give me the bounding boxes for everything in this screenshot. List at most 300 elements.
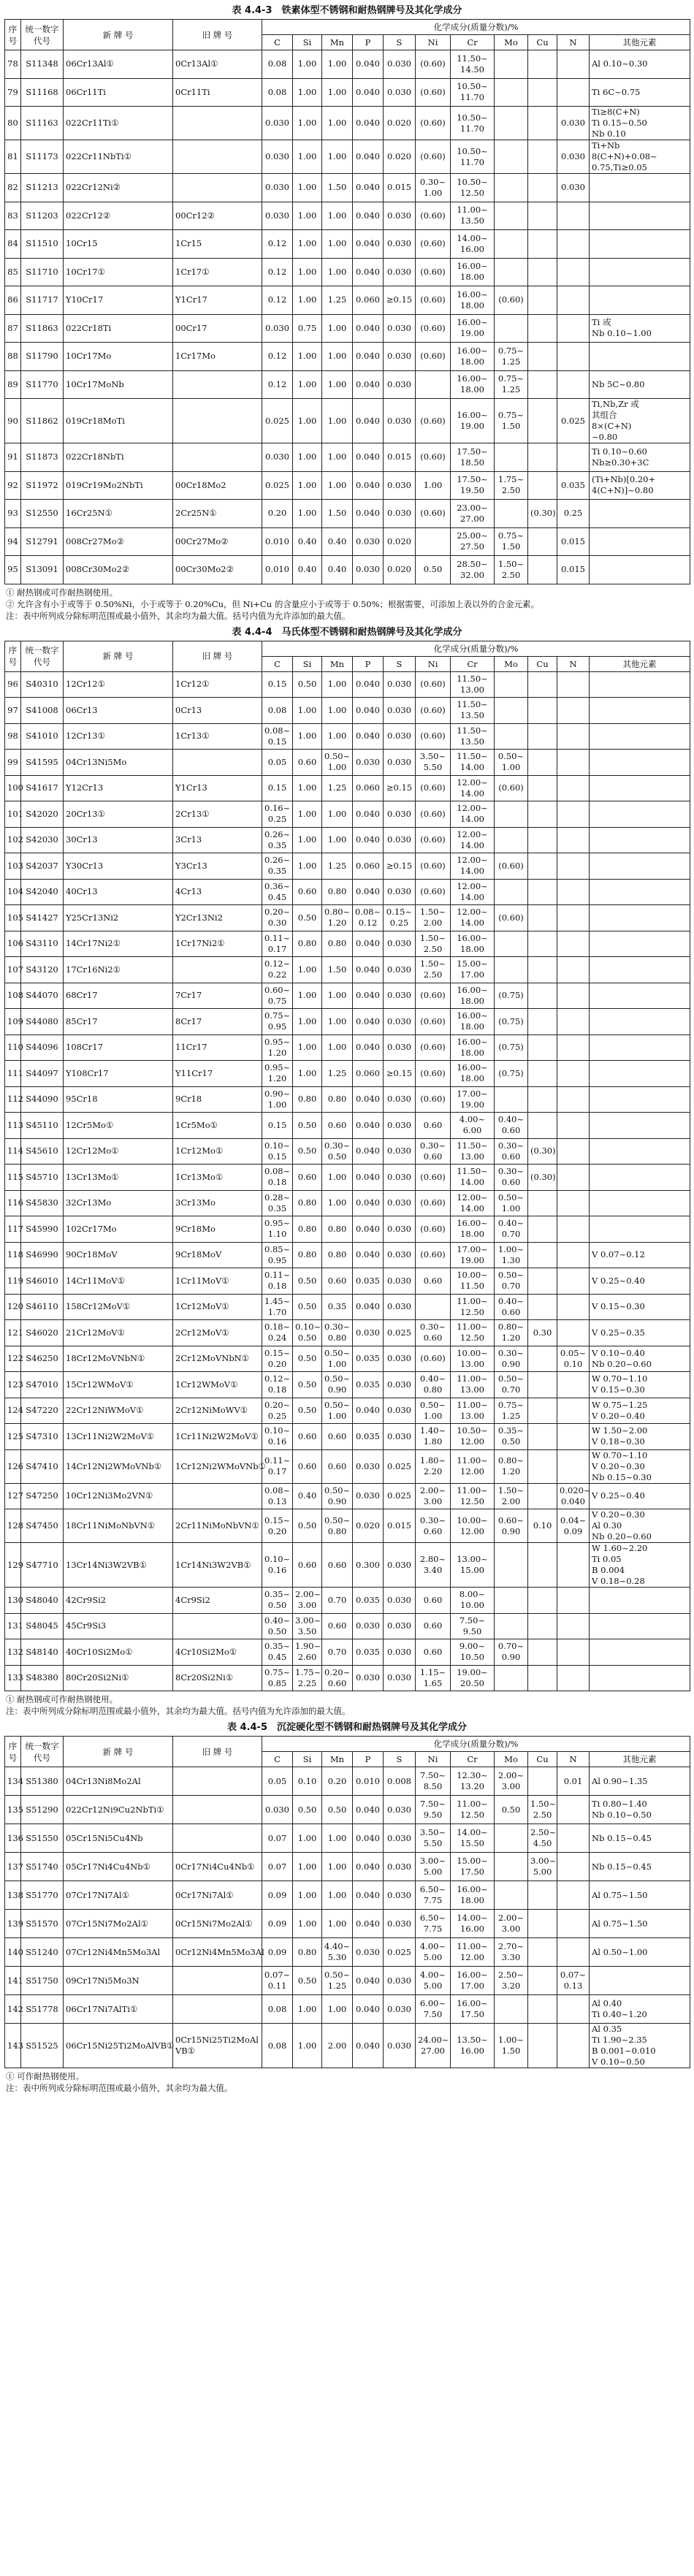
table-cell: W 1.50~2.00 V 0.18~0.30 xyxy=(590,1424,690,1450)
table-cell: 16.00~ 18.00 xyxy=(451,286,495,315)
table-cell: 0.040 xyxy=(353,1995,384,2024)
table-cell: V 0.25~0.35 xyxy=(590,1320,690,1346)
table-cell: 0.60 xyxy=(293,1449,322,1483)
table-cell: 0.25 xyxy=(557,500,590,528)
table-cell: 11.50~ 13.00 xyxy=(451,1138,495,1165)
table-cell: S42030 xyxy=(21,827,64,853)
table-cell: (0.60) xyxy=(416,1242,451,1268)
table-cell xyxy=(528,314,557,343)
table-cell: S47220 xyxy=(21,1398,64,1424)
table-cell xyxy=(528,1449,557,1483)
header-old-grade: 旧 牌 号 xyxy=(173,641,262,671)
table-cell: 6.50~ 7.75 xyxy=(416,1910,451,1938)
table-cell: 022Cr12② xyxy=(64,202,173,230)
table-cell: 0.015 xyxy=(384,174,416,202)
table-cell: 0.80 xyxy=(293,1086,322,1113)
table-cell: 1.90~ 2.60 xyxy=(293,1639,322,1666)
table-cell xyxy=(528,671,557,698)
table-cell: 12.00~ 14.00 xyxy=(451,801,495,828)
table-cell: 110 xyxy=(5,1034,21,1061)
table-cell: Ti+Nb 8(C+N)+0.08~ 0.75,Ti≥0.05 xyxy=(590,140,690,174)
table-cell xyxy=(557,1639,590,1666)
table-cell: 0.040 xyxy=(353,370,384,399)
table-cell xyxy=(590,827,690,853)
table-cell: 127 xyxy=(5,1483,21,1509)
table-cell: 0.80 xyxy=(322,879,353,905)
table-cell: 128 xyxy=(5,1509,21,1543)
table-cell: 6.50~ 7.75 xyxy=(416,1881,451,1910)
table-cell: 9Cr18MoV xyxy=(173,1242,262,1268)
table-cell: 10.00~ 13.00 xyxy=(451,1346,495,1372)
table-cell: 0.60 xyxy=(322,1543,353,1588)
table-cell: 0.50~ 1.00 xyxy=(416,1398,451,1424)
table-cell xyxy=(557,1372,590,1398)
table-row xyxy=(5,1242,690,1268)
table-cell: 1.00 xyxy=(293,140,322,174)
table-cell: 1.00 xyxy=(322,1853,353,1881)
table-cell xyxy=(590,1086,690,1113)
table-cell xyxy=(590,258,690,286)
table-cell xyxy=(528,827,557,853)
table-cell: 06Cr13Al① xyxy=(64,50,173,79)
table-cell: S48140 xyxy=(21,1639,64,1666)
table-cell: S51550 xyxy=(21,1824,64,1853)
table-cell: 0.50 xyxy=(293,905,322,931)
table-cell xyxy=(557,1665,590,1691)
table-cell: 1.50~ 2.00 xyxy=(416,905,451,931)
table-cell: Ti 0.10~0.60 Nb≥0.30+3C xyxy=(590,443,690,472)
table-cell: 1.00~ 1.30 xyxy=(495,1242,528,1268)
table-cell xyxy=(528,1424,557,1450)
table-cell xyxy=(495,1853,528,1881)
table-cell: 0.60 xyxy=(293,879,322,905)
table-cell: S41617 xyxy=(21,775,64,801)
table-cell: 0.025 xyxy=(384,1938,416,1967)
table-cell: 30Cr13 xyxy=(64,827,173,853)
table-cell: S42020 xyxy=(21,801,64,828)
table-cell xyxy=(528,1938,557,1967)
header-element: Cu xyxy=(528,1752,557,1767)
table-cell: 143 xyxy=(5,2024,21,2068)
table-cell: 0Cr13 xyxy=(173,698,262,724)
table-cell xyxy=(495,107,528,140)
table-cell: 0.10~ 0.16 xyxy=(262,1543,293,1588)
table-cell: 118 xyxy=(5,1242,21,1268)
table-cell: S51290 xyxy=(21,1796,64,1824)
table-cell: S11862 xyxy=(21,399,64,443)
table-cell: 0.50~ 1.00 xyxy=(322,750,353,776)
table-cell xyxy=(557,230,590,259)
header-element: C xyxy=(262,656,293,671)
table-cell: 1Cr17Ni2① xyxy=(173,931,262,957)
table-cell: (0.60) xyxy=(416,50,451,79)
table-cell: 12.00~ 14.00 xyxy=(451,1190,495,1216)
table-row xyxy=(5,775,690,801)
table-cell: 1.00 xyxy=(293,50,322,79)
table-cell xyxy=(590,1613,690,1639)
table-cell: S48045 xyxy=(21,1613,64,1639)
table-cell xyxy=(528,1190,557,1216)
table-cell: 1.00 xyxy=(293,1034,322,1061)
table-cell: 0.035 xyxy=(353,1588,384,1614)
table-cell: (0.30) xyxy=(528,1165,557,1191)
table-cell: 12.00~ 14.00 xyxy=(451,905,495,931)
table-cell: 0.015 xyxy=(384,443,416,472)
table-cell: 1Cr11MoV① xyxy=(173,1268,262,1295)
table-row xyxy=(5,1268,690,1295)
table-cell xyxy=(173,140,262,174)
table-cell xyxy=(590,983,690,1009)
table-cell: Al 0.40 Ti 0.40~1.20 xyxy=(590,1995,690,2024)
table-row xyxy=(5,671,690,698)
table-cell: (0.60) xyxy=(416,314,451,343)
table-cell: 0.040 xyxy=(353,107,384,140)
table-cell: 92 xyxy=(5,471,21,500)
table-cell: 158Cr12MoV① xyxy=(64,1294,173,1320)
table-cell: W 1.60~2.20 Ti 0.05 B 0.004 V 0.18~0.28 xyxy=(590,1543,690,1588)
table-cell: V 0.10~0.40 Nb 0.20~0.60 xyxy=(590,1346,690,1372)
table-cell: V 0.07~0.12 xyxy=(590,1242,690,1268)
table-cell xyxy=(528,1967,557,1995)
table-cell: 0.030 xyxy=(384,78,416,107)
table-cell xyxy=(557,1824,590,1853)
table-cell: 7.50~ 9.50 xyxy=(451,1613,495,1639)
table-cell: 0.80 xyxy=(322,1216,353,1243)
table-cell xyxy=(557,1995,590,2024)
table-cell: 0.50 xyxy=(495,1796,528,1824)
table-cell: 0.030 xyxy=(353,527,384,556)
table-cell: 0.025 xyxy=(384,1483,416,1509)
table-cell: 89 xyxy=(5,370,21,399)
table-cell xyxy=(557,879,590,905)
table-cell: 0.70 xyxy=(322,1639,353,1666)
table-cell: 1.00 xyxy=(293,202,322,230)
table-cell xyxy=(528,471,557,500)
table-cell: 022Cr11NbTi① xyxy=(64,140,173,174)
table-cell: 95 xyxy=(5,556,21,584)
table-cell xyxy=(557,1009,590,1035)
table-cell xyxy=(557,2024,590,2068)
table-cell: 0.030 xyxy=(384,1796,416,1824)
table-row xyxy=(5,527,690,556)
table-cell: 1Cr13① xyxy=(173,723,262,750)
table-cell: 1Cr14Ni3W2VB① xyxy=(173,1543,262,1588)
table-row xyxy=(5,827,690,853)
table-cell: 8.00~ 10.00 xyxy=(451,1588,495,1614)
table-cell: 119 xyxy=(5,1268,21,1295)
table-cell: (0.60) xyxy=(416,671,451,698)
table-cell: 11.50~ 13.50 xyxy=(451,723,495,750)
table-cell: 7.50~ 8.50 xyxy=(416,1767,451,1796)
table-row xyxy=(5,1190,690,1216)
table-cell: 0.60 xyxy=(293,750,322,776)
table-cell: 136 xyxy=(5,1824,21,1853)
table-cell: 1.00 xyxy=(293,343,322,371)
table-cell xyxy=(173,750,262,776)
table-cell: 0.030 xyxy=(384,343,416,371)
table-cell: 0.035 xyxy=(353,1372,384,1398)
table-cell: 1.00 xyxy=(322,1881,353,1910)
table-cell: 18Cr11NiMoNbVN① xyxy=(64,1509,173,1543)
table-cell: 0.040 xyxy=(353,258,384,286)
table-cell: 8Cr17 xyxy=(173,1009,262,1035)
table-cell: 12Cr13① xyxy=(64,723,173,750)
table-cell: (0.60) xyxy=(416,827,451,853)
table-cell: (0.75) xyxy=(495,1034,528,1061)
table-cell: 0.50~ 1.00 xyxy=(495,750,528,776)
table-cell xyxy=(495,140,528,174)
table-row xyxy=(5,1449,690,1483)
table-cell: S43110 xyxy=(21,931,64,957)
table-cell: 0.26~ 0.35 xyxy=(262,827,293,853)
table-cell: 0.040 xyxy=(353,399,384,443)
table-cell: 1.00 xyxy=(322,202,353,230)
note-line: ① 耐热钢或可作耐热钢使用。 xyxy=(6,1694,118,1704)
table-cell xyxy=(557,775,590,801)
table-cell: 80Cr20Si2Ni① xyxy=(64,1665,173,1691)
table-cell: 0.08 xyxy=(262,50,293,79)
table-cell: 0.015 xyxy=(557,556,590,584)
table-cell: 0.30~ 0.60 xyxy=(495,1138,528,1165)
table-cell: 97 xyxy=(5,698,21,724)
table-cell: S11173 xyxy=(21,140,64,174)
table-cell: 11.00~ 12.50 xyxy=(451,1294,495,1320)
composition-table xyxy=(4,1736,690,2068)
table-cell: S44070 xyxy=(21,983,64,1009)
composition-table xyxy=(4,19,690,584)
table-cell xyxy=(557,750,590,776)
table-cell: 3.00~ 5.00 xyxy=(528,1853,557,1881)
table-cell: S44090 xyxy=(21,1086,64,1113)
table-cell xyxy=(528,1613,557,1639)
table-cell: 107 xyxy=(5,957,21,983)
table-cell: 122 xyxy=(5,1346,21,1372)
table-cell: 111 xyxy=(5,1061,21,1087)
table-row xyxy=(5,1509,690,1543)
table-cell: 0.09 xyxy=(262,1881,293,1910)
table-cell: 13.00~ 15.00 xyxy=(451,1543,495,1588)
table-cell: 1.00 xyxy=(293,1995,322,2024)
table-cell: 0.030 xyxy=(384,1824,416,1853)
table-cell xyxy=(528,723,557,750)
table-cell: 130 xyxy=(5,1588,21,1614)
table-cell xyxy=(528,343,557,371)
table-row xyxy=(5,1398,690,1424)
table-cell: 022Cr11Ti① xyxy=(64,107,173,140)
table-cell xyxy=(495,1665,528,1691)
table-cell: 11.00~ 13.00 xyxy=(451,1398,495,1424)
table-cell: 112 xyxy=(5,1086,21,1113)
table-cell: 0.80~ 1.20 xyxy=(495,1449,528,1483)
table-cell xyxy=(495,202,528,230)
table-cell: 1.00 xyxy=(293,801,322,828)
table-cell xyxy=(528,931,557,957)
table-cell: 0.26~ 0.35 xyxy=(262,853,293,880)
table-cell: Nb 0.15~0.45 xyxy=(590,1824,690,1853)
table-cell xyxy=(590,775,690,801)
table-cell xyxy=(528,78,557,107)
table-row xyxy=(5,1034,690,1061)
table-cell: (0.60) xyxy=(495,853,528,880)
table-cell: 0.060 xyxy=(353,775,384,801)
table-cell: 2Cr12MoVNbN① xyxy=(173,1346,262,1372)
table-cell: 1.50~ 2.50 xyxy=(416,957,451,983)
header-seq: 序号 xyxy=(5,641,21,671)
table-cell: 0.030 xyxy=(384,1242,416,1268)
table-cell: 0.15 xyxy=(262,1113,293,1139)
table-cell: 0.80 xyxy=(322,1242,353,1268)
table-cell: 0.025 xyxy=(557,399,590,443)
table-cell: S45710 xyxy=(21,1165,64,1191)
table-cell: 10Cr12Ni3Mo2VN① xyxy=(64,1483,173,1509)
table-cell: 0.040 xyxy=(353,1190,384,1216)
table-cell: 0.030 xyxy=(384,1113,416,1139)
table-cell: 94 xyxy=(5,527,21,556)
table-cell: 0.40 xyxy=(293,527,322,556)
table-row xyxy=(5,370,690,399)
table-cell: 0.030 xyxy=(384,1034,416,1061)
table-cell: (0.60) xyxy=(416,399,451,443)
table-cell: 0.18~ 0.24 xyxy=(262,1320,293,1346)
table-cell: 0.50 xyxy=(293,1268,322,1295)
table-cell: 1.50~ 2.00 xyxy=(495,1483,528,1509)
table-cell xyxy=(528,1294,557,1320)
table-cell: 1Cr12① xyxy=(173,671,262,698)
composition-table xyxy=(4,641,690,1692)
table-cell: 0.75~ 0.85 xyxy=(262,1665,293,1691)
document-page xyxy=(4,3,690,2097)
header-element: Cr xyxy=(451,1752,495,1767)
table-cell: 90Cr18MoV xyxy=(64,1242,173,1268)
table-cell: (0.60) xyxy=(416,879,451,905)
table-cell xyxy=(495,230,528,259)
table-cell: 15.00~ 17.00 xyxy=(451,957,495,983)
table-cell: 05Cr17Ni4Cu4Nb① xyxy=(64,1853,173,1881)
table-cell: 13Cr14Ni3W2VB① xyxy=(64,1543,173,1588)
table-row xyxy=(5,500,690,528)
table-cell: 0.040 xyxy=(353,1398,384,1424)
table-cell: 1.00 xyxy=(322,140,353,174)
table-cell: 83 xyxy=(5,202,21,230)
table-cell: 0.030 xyxy=(384,399,416,443)
table-cell: 0.040 xyxy=(353,174,384,202)
table-cell xyxy=(528,750,557,776)
table-cell: 0Cr15Ni7Mo2Al① xyxy=(173,1910,262,1938)
table-cell: (0.60) xyxy=(416,343,451,371)
table-row xyxy=(5,750,690,776)
table-cell: Ti 0.80~1.40 Nb 0.10~0.50 xyxy=(590,1796,690,1824)
table-cell: 11.00~ 12.00 xyxy=(451,1938,495,1967)
table-cell: 019Cr19Mo2NbTi xyxy=(64,471,173,500)
header-element: Mo xyxy=(495,35,528,50)
header-seq: 序号 xyxy=(5,1737,21,1767)
table-cell: Y11Cr17 xyxy=(173,1061,262,1087)
table-cell: 2.00~ 3.00 xyxy=(495,1910,528,1938)
table-row xyxy=(5,931,690,957)
table-cell: 121 xyxy=(5,1320,21,1346)
table-cell xyxy=(590,1113,690,1139)
table-cell: 2.50~ 4.50 xyxy=(528,1824,557,1853)
table-cell: 0.040 xyxy=(353,1242,384,1268)
table-cell: 0.15~ 0.20 xyxy=(262,1346,293,1372)
table-cell: 22Cr12NiWMoV① xyxy=(64,1398,173,1424)
header-element: Si xyxy=(293,656,322,671)
table-cell: 0.030 xyxy=(353,1938,384,1967)
table-cell: 0.50 xyxy=(293,1346,322,1372)
table-cell: 0.60 xyxy=(322,1113,353,1139)
table-cell: Y10Cr17 xyxy=(64,286,173,315)
table-cell xyxy=(590,1588,690,1614)
table-cell: 25.00~ 27.50 xyxy=(451,527,495,556)
table-cell xyxy=(528,1767,557,1796)
table-cell: 0.010 xyxy=(262,527,293,556)
table-cell: 0.30~ 0.50 xyxy=(322,1138,353,1165)
table-cell xyxy=(495,443,528,472)
table-cell: 0.12 xyxy=(262,370,293,399)
table-cell: 0.40 xyxy=(322,556,353,584)
table-cell: 133 xyxy=(5,1665,21,1691)
table-cell: 102 xyxy=(5,827,21,853)
table-row xyxy=(5,556,690,584)
table-cell: 0.85~ 0.95 xyxy=(262,1242,293,1268)
table-cell: (0.60) xyxy=(416,443,451,472)
table-cell: 0.030 xyxy=(384,1086,416,1113)
table-cell: S13091 xyxy=(21,556,64,584)
table-cell: 0.040 xyxy=(353,801,384,828)
table-cell: 0.035 xyxy=(353,1639,384,1666)
table-cell: 10Cr17Mo xyxy=(64,343,173,371)
table-cell: 0.015 xyxy=(384,1509,416,1543)
table-cell xyxy=(528,1881,557,1910)
table-cell: 10Cr17MoNb xyxy=(64,370,173,399)
table-cell xyxy=(557,853,590,880)
table-cell: 1.00 xyxy=(322,50,353,79)
table-cell xyxy=(528,698,557,724)
header-element: Cu xyxy=(528,656,557,671)
table-cell: 1Cr17Mo xyxy=(173,343,262,371)
table-cell xyxy=(557,1424,590,1450)
table-cell xyxy=(557,1320,590,1346)
table-row xyxy=(5,314,690,343)
table-cell: 0.030 xyxy=(384,1995,416,2024)
table-cell: Y108Cr17 xyxy=(64,1061,173,1087)
table-cell xyxy=(528,399,557,443)
table-cell: 0.030 xyxy=(353,1665,384,1691)
table-cell: 82 xyxy=(5,174,21,202)
table-cell: 16.00~ 18.00 xyxy=(451,1216,495,1243)
table-row xyxy=(5,1613,690,1639)
table-cell: 0.12 xyxy=(262,230,293,259)
table-cell: 0.95~ 1.20 xyxy=(262,1034,293,1061)
table-cell xyxy=(557,1613,590,1639)
table-cell: 0.025 xyxy=(262,399,293,443)
table-row xyxy=(5,1294,690,1320)
header-element: Ni xyxy=(416,1752,451,1767)
table-cell xyxy=(416,527,451,556)
table-cell: 0.035 xyxy=(557,471,590,500)
table-cell: 0.60 xyxy=(322,1424,353,1450)
table-cell: 1.25 xyxy=(322,286,353,315)
table-cell: 00Cr30Mo2② xyxy=(173,556,262,584)
table-cell: 86 xyxy=(5,286,21,315)
table-cell: 0.08~ 0.12 xyxy=(353,905,384,931)
table-cell: 0.40~ 0.60 xyxy=(495,1294,528,1320)
table-cell xyxy=(557,1910,590,1938)
table-cell: 28.50~ 32.00 xyxy=(451,556,495,584)
table-cell: 12.00~ 14.00 xyxy=(451,853,495,880)
table-cell xyxy=(557,905,590,931)
table-cell: 1.00 xyxy=(322,107,353,140)
